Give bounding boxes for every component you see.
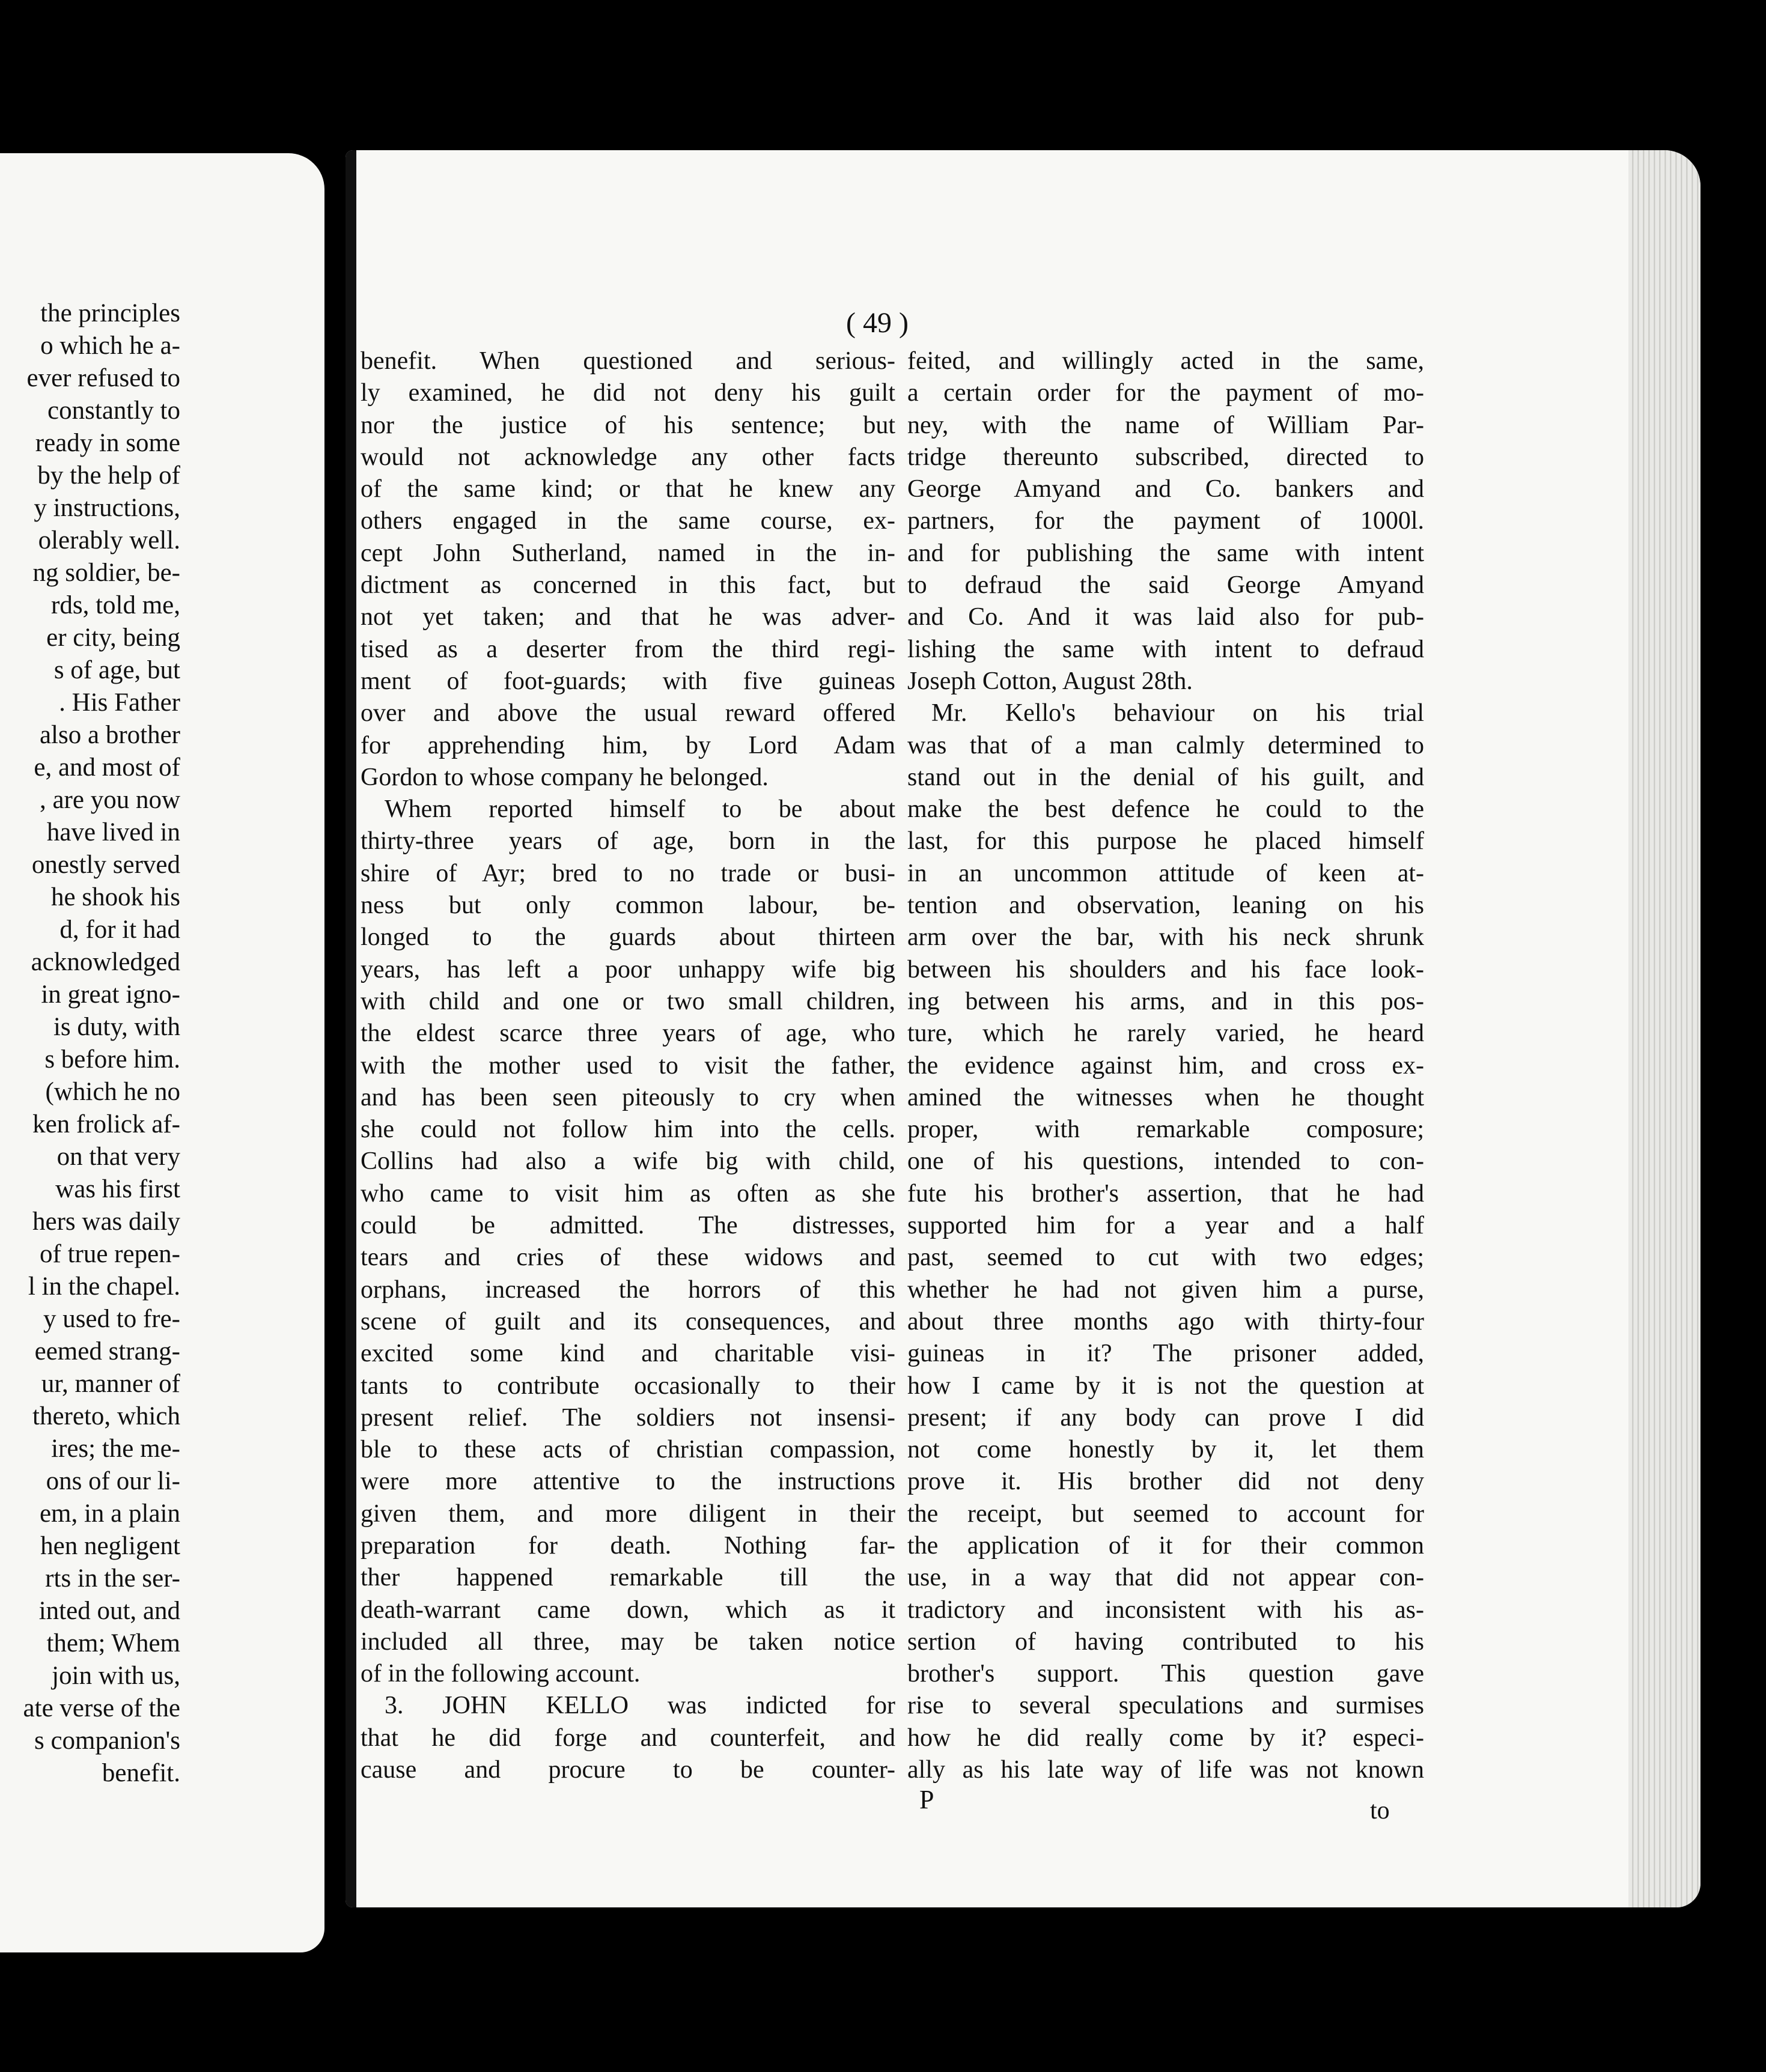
text-line: ney, with the name of William Par- — [907, 411, 1424, 439]
text-line: ng soldier, be- — [32, 559, 180, 587]
text-line: Joseph Cotton, August 28th. — [907, 667, 1193, 695]
text-line: not yet taken; and that he was adver- — [361, 603, 895, 631]
text-line: not come honestly by it, let them — [907, 1436, 1424, 1464]
text-line: Whem reported himself to be about — [385, 795, 895, 824]
text-line: cept John Sutherland, named in the in- — [361, 539, 895, 567]
text-line: ready in some — [35, 429, 180, 457]
text-line: tants to contribute occasionally to their — [361, 1372, 895, 1400]
text-line: that he did forge and counterfeit, and — [361, 1724, 895, 1752]
text-line: who came to visit him as often as she — [361, 1179, 895, 1208]
text-line: use, in a way that did not appear con- — [907, 1564, 1424, 1592]
text-line: (which he no — [45, 1078, 180, 1106]
text-line: over and above the usual reward offered — [361, 699, 895, 728]
text-line: thereto, which — [32, 1402, 180, 1430]
text-line: included all three, may be taken notice — [361, 1627, 895, 1656]
text-line: acknowledged — [31, 948, 180, 976]
text-line: shire of Ayr; bred to no trade or busi- — [361, 859, 895, 887]
catchword: to — [1370, 1797, 1390, 1824]
text-line: dictment as concerned in this fact, but — [361, 571, 895, 600]
text-line: longed to the guards about thirteen — [361, 923, 895, 952]
text-column-right — [907, 345, 1424, 1786]
text-line: o which he a- — [40, 332, 180, 360]
text-line: brother's support. This question gave — [907, 1660, 1424, 1688]
text-line: hers was daily — [32, 1208, 180, 1236]
signature-mark: P — [919, 1785, 934, 1814]
text-line: he shook his — [51, 883, 180, 911]
text-line: supported him for a year and a half — [907, 1212, 1424, 1240]
text-line: George Amyand and Co. bankers and — [907, 475, 1424, 503]
text-line: thirty-three years of age, born in the — [361, 827, 895, 855]
text-line: in great igno- — [41, 980, 180, 1009]
text-line: proper, with remarkable composure; — [907, 1116, 1424, 1144]
text-line: sertion of having contributed to his — [907, 1627, 1424, 1656]
text-line: and Co. And it was laid also for pub- — [907, 603, 1424, 631]
text-line: benefit. — [102, 1759, 180, 1787]
text-line: a certain order for the payment of mo- — [907, 379, 1424, 407]
text-line: stand out in the denial of his guilt, and — [907, 763, 1424, 791]
text-line: partners, for the payment of 1000l. — [907, 507, 1424, 535]
text-line: ken frolick af- — [32, 1110, 180, 1138]
text-line: past, seemed to cut with two edges; — [907, 1244, 1424, 1272]
text-line: death-warrant came down, which as it — [361, 1596, 895, 1624]
text-line: and has been seen piteously to cry when — [361, 1083, 895, 1111]
text-line: rise to several speculations and surmises — [907, 1692, 1424, 1720]
text-line: of true repen- — [40, 1240, 180, 1268]
text-line: the evidence against him, and cross ex- — [907, 1051, 1424, 1080]
text-line: she could not follow him into the cells. — [361, 1116, 895, 1144]
text-line: 3. JOHN KELLO was indicted for — [385, 1692, 895, 1720]
text-line: to defraud the said George Amyand — [907, 571, 1424, 600]
text-line: was that of a man calmly determined to — [907, 731, 1424, 759]
text-line: also a brother — [39, 721, 180, 749]
text-line: ther happened remarkable till the — [361, 1564, 895, 1592]
text-line: lishing the same with intent to defraud — [907, 635, 1424, 663]
text-line: one of his questions, intended to con- — [907, 1147, 1424, 1176]
text-line: others engaged in the same course, ex- — [361, 507, 895, 535]
text-line: the principles — [40, 299, 180, 327]
text-line: Mr. Kello's behaviour on his trial — [931, 699, 1424, 728]
text-line: ons of our li- — [46, 1467, 180, 1495]
text-line: were more attentive to the instructions — [361, 1468, 895, 1496]
text-line: tridge thereunto subscribed, directed to — [907, 443, 1424, 471]
text-line: eemed strang- — [34, 1337, 180, 1366]
text-line: Collins had also a wife big with child, — [361, 1147, 895, 1176]
text-line: prove it. His brother did not deny — [907, 1468, 1424, 1496]
text-line: for apprehending him, by Lord Adam — [361, 731, 895, 759]
text-line: onestly served — [31, 851, 180, 879]
text-line: whether he had not given him a purse, — [907, 1275, 1424, 1304]
text-line: s of age, but — [53, 656, 180, 684]
text-line: Gordon to whose company he belonged. — [361, 763, 769, 791]
text-line: nor the justice of his sentence; but — [361, 411, 895, 439]
text-line: with the mother used to visit the father, — [361, 1051, 895, 1080]
text-line: l in the chapel. — [28, 1272, 180, 1301]
text-line: , are you now — [39, 786, 180, 814]
text-line: how he did really come by it? especi- — [907, 1724, 1424, 1752]
text-line: ble to these acts of christian compassion, — [361, 1436, 895, 1464]
text-line: orphans, increased the horrors of this — [361, 1275, 895, 1304]
text-line: fute his brother's assertion, that he had — [907, 1179, 1424, 1208]
text-line: them; Whem — [46, 1629, 180, 1657]
book-gutter — [324, 144, 343, 1952]
text-line: in an uncommon attitude of keen at- — [907, 859, 1424, 887]
text-line: excited some kind and charitable visi- — [361, 1340, 895, 1368]
text-line: was his first — [55, 1175, 180, 1203]
text-line: s companion's — [34, 1727, 180, 1755]
text-line: arm over the bar, with his neck shrunk — [907, 923, 1424, 952]
text-line: ment of foot-guards; with five guineas — [361, 667, 895, 695]
text-line: have lived in — [46, 818, 180, 846]
text-line: present relief. The soldiers not insensi- — [361, 1403, 895, 1432]
text-line: by the help of — [37, 461, 180, 490]
text-line: years, has left a poor unhappy wife big — [361, 955, 895, 983]
text-line: ly examined, he did not deny his guilt — [361, 379, 895, 407]
text-line: the application of it for their common — [907, 1531, 1424, 1560]
text-line: d, for it had — [59, 916, 180, 944]
text-line: the receipt, but seemed to account for — [907, 1499, 1424, 1528]
text-line: tention and observation, leaning on his — [907, 892, 1424, 920]
text-line: olerably well. — [38, 526, 180, 554]
text-line: e, and most of — [34, 753, 180, 782]
text-line: about three months ago with thirty-four — [907, 1307, 1424, 1335]
text-line: and for publishing the same with intent — [907, 539, 1424, 567]
text-line: ur, manner of — [41, 1370, 180, 1398]
text-line: ires; the me- — [51, 1435, 180, 1463]
text-line: ally as his late way of life was not known — [907, 1756, 1424, 1784]
left-page — [0, 153, 324, 1952]
text-line: how I came by it is not the question at — [907, 1372, 1424, 1400]
text-line: ate verse of the — [23, 1694, 180, 1722]
text-line: given them, and more diligent in their — [361, 1499, 895, 1528]
text-line: inted out, and — [38, 1597, 180, 1625]
page-number: ( 49 ) — [846, 307, 909, 339]
text-line: could be admitted. The distresses, — [361, 1212, 895, 1240]
text-line: on that very — [56, 1143, 180, 1171]
text-column-left — [361, 345, 895, 1786]
text-line: would not acknowledge any other facts — [361, 443, 895, 471]
text-line: . His Father — [59, 688, 180, 717]
text-line: tears and cries of these widows and — [361, 1244, 895, 1272]
text-line: y instructions, — [34, 494, 180, 522]
text-line: benefit. When questioned and serious- — [361, 347, 895, 375]
text-line: tised as a deserter from the third regi- — [361, 635, 895, 663]
text-line: s before him. — [44, 1045, 180, 1074]
text-line: make the best defence he could to the — [907, 795, 1424, 824]
text-line: is duty, with — [53, 1013, 180, 1041]
page-fore-edge — [1628, 150, 1701, 1907]
text-line: feited, and willingly acted in the same, — [907, 347, 1424, 375]
text-line: last, for this purpose he placed himself — [907, 827, 1424, 855]
text-line: ture, which he rarely varied, he heard — [907, 1019, 1424, 1048]
text-line: em, in a plain — [39, 1499, 180, 1528]
text-line: the eldest scarce three years of age, who — [361, 1019, 895, 1048]
text-line: ing between his arms, and in this pos- — [907, 987, 1424, 1015]
text-line: constantly to — [47, 396, 180, 425]
text-line: rts in the ser- — [45, 1564, 180, 1593]
text-line: guineas in it? The prisoner added, — [907, 1340, 1424, 1368]
text-line: hen negligent — [40, 1532, 180, 1560]
text-line: amined the witnesses when he thought — [907, 1083, 1424, 1111]
text-line: scene of guilt and its consequences, and — [361, 1307, 895, 1335]
text-line: cause and procure to be counter- — [361, 1756, 895, 1784]
text-line: with child and one or two small children, — [361, 987, 895, 1015]
text-line: tradictory and inconsistent with his as- — [907, 1596, 1424, 1624]
text-line: er city, being — [46, 624, 180, 652]
text-line: present; if any body can prove I did — [907, 1403, 1424, 1432]
text-line: ever refused to — [26, 364, 180, 392]
left-page-text-fragment — [0, 297, 180, 1790]
text-line: of the same kind; or that he knew any — [361, 475, 895, 503]
page-spine-edge — [346, 150, 356, 1907]
text-line: join with us, — [52, 1662, 180, 1690]
text-line: ness but only common labour, be- — [361, 892, 895, 920]
text-line: of in the following account. — [361, 1660, 641, 1688]
text-line: y used to fre- — [43, 1305, 180, 1333]
text-line: rds, told me, — [51, 591, 180, 619]
text-line: preparation for death. Nothing far- — [361, 1531, 895, 1560]
text-line: between his shoulders and his face look- — [907, 955, 1424, 983]
